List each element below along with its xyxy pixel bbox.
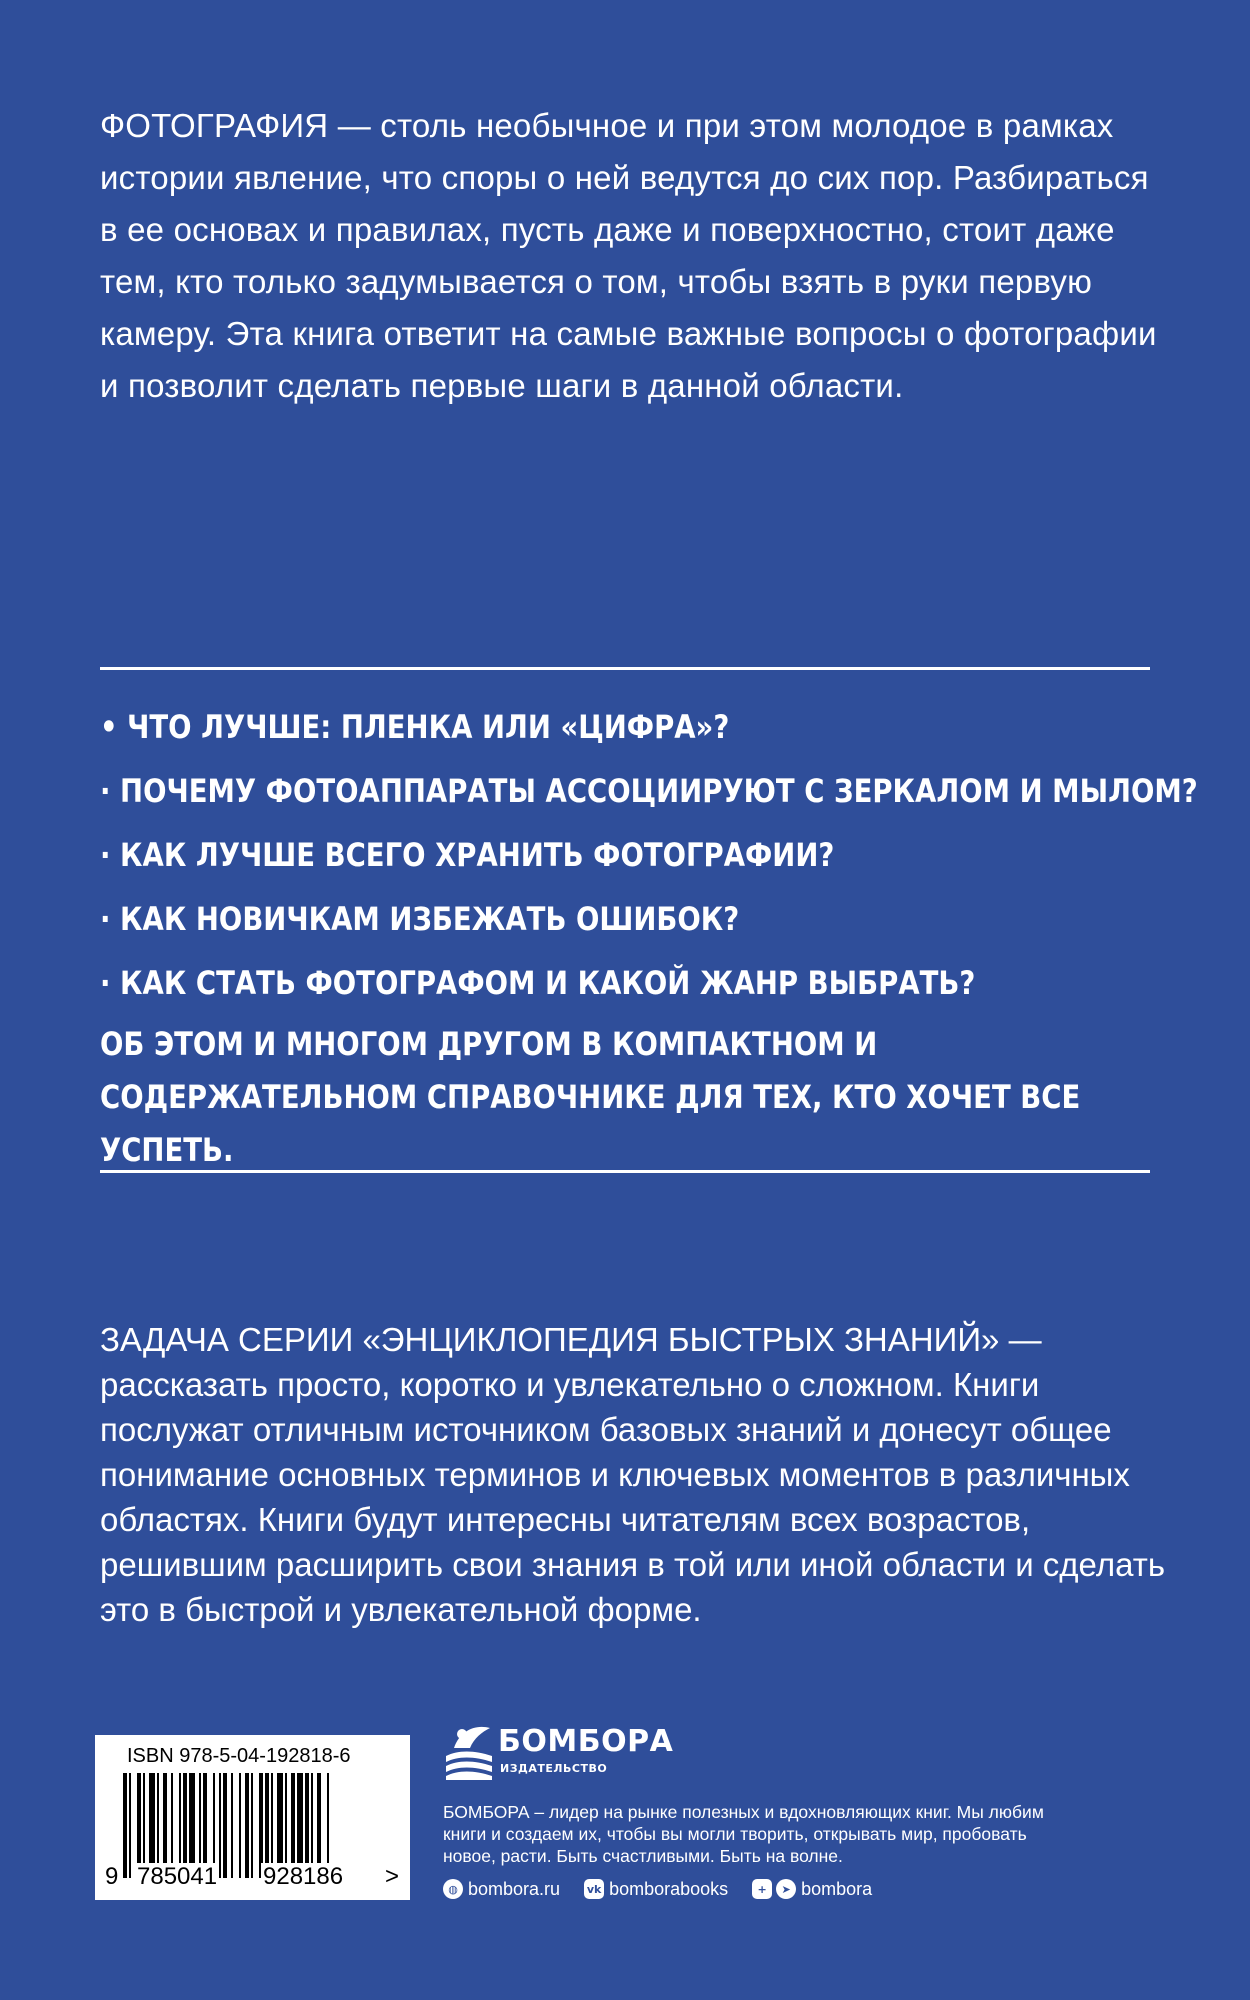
publisher-description: БОМБОРА – лидер на рынке полезных и вдохновляющих книг. Мы любим книги и создаем их, чтобы вы могли творить, открывать мир, пробовать новое, расти. Быть счастливыми. Быть на волне. — [443, 1802, 1044, 1866]
barcode-bar — [245, 1773, 249, 1878]
summary-text: ОБ ЭТОМ И МНОГОМ ДРУГОМ В КОМПАКТНОМ И СОДЕРЖАТЕЛЬНОМ СПРАВОЧНИКЕ ДЛЯ ТЕХ, КТО ХОЧЕТ ВСЕ УСПЕТЬ. — [100, 1025, 1081, 1169]
barcode-bar — [223, 1773, 227, 1878]
publisher-subtitle: ИЗДАТЕЛЬСТВО — [500, 1762, 608, 1775]
isbn-label: ISBN 978-5-04-192818-6 — [127, 1745, 351, 1767]
link-website[interactable] — [443, 1879, 560, 1900]
question-item: · КАК СТАТЬ ФОТОГРАФОМ И КАКОЙ ЖАНР ВЫБРАТЬ? — [100, 964, 976, 1002]
wave-rider-icon — [440, 1720, 500, 1782]
link-label: bombora — [801, 1878, 873, 1899]
question-item: · КАК НОВИЧКАМ ИЗБЕЖАТЬ ОШИБОК? — [100, 900, 740, 938]
barcode-bar — [239, 1773, 241, 1878]
barcode-bar — [231, 1773, 233, 1878]
question-list — [100, 695, 1198, 1015]
telegram-icon: ➤ — [776, 1879, 796, 1899]
barcode-bar — [251, 1773, 253, 1878]
publisher-links — [443, 1876, 896, 1902]
barcode-bar — [123, 1773, 127, 1878]
divider-top — [100, 667, 1150, 670]
link-label: bombora.ru — [468, 1878, 561, 1899]
series-description: ЗАДАЧА СЕРИИ «ЭНЦИКЛОПЕДИЯ БЫСТРЫХ ЗНАНИЙ» — рассказать просто, коротко и увлекательно о сложном. Книги послужат отличным источником базовых знаний и донесут общее понимание основных терминов и ключевых моментов в различных областях. Книги будут интересны читателям всех возрастов, решившим расширить свои знания в той или иной области и сделать это в быстрой и увлекательной форме. — [100, 1321, 1166, 1628]
barcode-group-2: 928186 — [263, 1863, 344, 1890]
barcode-bar — [219, 1773, 221, 1878]
divider-bottom — [100, 1170, 1150, 1173]
barcode-bar — [129, 1773, 131, 1878]
plus-icon: + — [752, 1879, 772, 1899]
link-telegram[interactable] — [752, 1879, 872, 1900]
link-label: bomborabooks — [609, 1878, 729, 1899]
barcode-group-1: 785041 — [137, 1863, 218, 1890]
link-vk[interactable] — [584, 1879, 728, 1900]
vk-icon: vk — [584, 1879, 604, 1899]
publisher-logo — [440, 1720, 674, 1780]
publisher-name: БОМБОРА — [498, 1724, 674, 1759]
question-item: · КАК ЛУЧШЕ ВСЕГО ХРАНИТЬ ФОТОГРАФИИ? — [100, 836, 835, 874]
intro-paragraph: ФОТОГРАФИЯ — столь необычное и при этом молодое в рамках истории явление, что споры о ней ведутся до сих пор. Разбираться в ее основах и правилах, пусть даже и поверхностно, стоит даже тем, кто только задумывается о том, чтобы взять в руки первую камеру. Эта книга ответит на самые важные вопросы о фотографии и позволит сделать первые шаги в данной области. — [100, 107, 1157, 404]
question-item: · ПОЧЕМУ ФОТОАППАРАТЫ АССОЦИИРУЮТ С ЗЕРКАЛОМ И МЫЛОМ? — [100, 772, 1198, 810]
barcode-tail: > — [385, 1863, 400, 1890]
globe-icon: ◍ — [443, 1879, 463, 1899]
question-item: • ЧТО ЛУЧШЕ: ПЛЕНКА ИЛИ «ЦИФРА»? — [100, 708, 730, 746]
barcode — [95, 1735, 410, 1900]
barcode-lead-digit: 9 — [105, 1863, 119, 1890]
